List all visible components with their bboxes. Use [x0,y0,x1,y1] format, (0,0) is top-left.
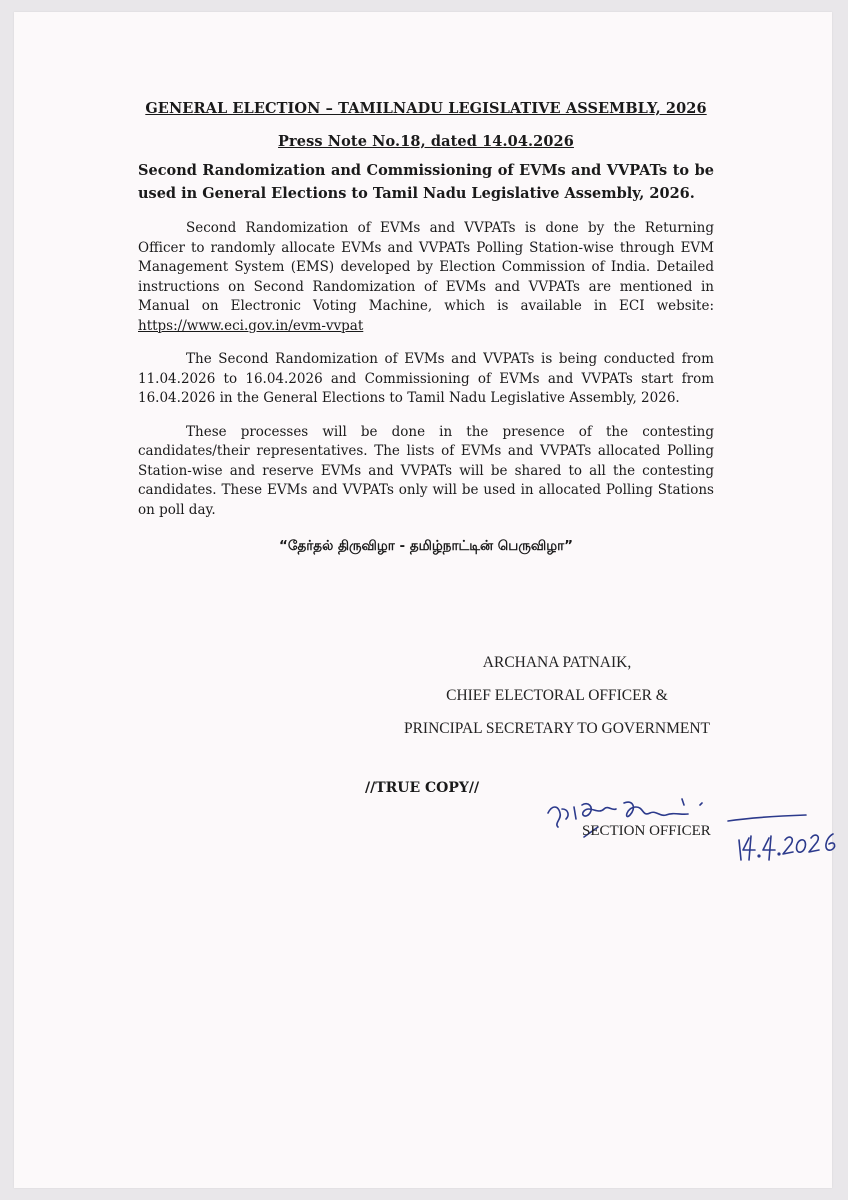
paragraph-1-text: Second Randomization of EVMs and VVPATs is done by the Returning Officer to randomly allocate EVMs and VVPATs Polling Station-wise through EVM Management System (EMS) developed by Election Commission of India. Detailed instructions on Second Randomization of EVMs and VVPATs are mentioned in Manual on Electronic Voting Machine, which is available in ECI website: [138,220,714,314]
document-heading: GENERAL ELECTION – TAMILNADU LEGISLATIVE ASSEMBLY, 2026 [145,100,707,117]
signatory-designation-2: PRINCIPAL SECRETARY TO GOVERNMENT [403,720,711,737]
paragraph-3: These processes will be done in the presence of the contesting candidates/their representatives. The lists of EVMs and VVPATs allocated Polling Station-wise and reserve EVMs and VVPATs will be shared to all the contesting candidates. These EVMs and VVPATs only will be used in allocated Polling Stations on poll day. [138,423,714,518]
svg-text:14.4.2026: 14.4.2026 [735,830,739,831]
eci-website-link[interactable]: https://www.eci.gov.in/evm-vvpat [138,317,364,334]
subject-line: Second Randomization and Commissioning of EVMs and VVPATs to be used in General Elections to Tamil Nadu Legislative Assembly, 2026. [138,162,714,202]
signatory-block [372,652,742,751]
true-copy-label: //TRUE COPY// [365,780,480,796]
tamil-motto: “தேர்தல் திருவிழா - தமிழ்நாட்டின் பெருவிழா” [278,538,573,554]
section-officer-label: SECTION OFFICER [582,823,711,839]
paragraph-2: The Second Randomization of EVMs and VVPATs is being conducted from 11.04.2026 to 16.04.2026 and Commissioning of EVMs and VVPATs start from 16.04.2026 in the General Elections to Tamil Nadu Legislative Assembly, 2026. [138,351,714,406]
press-note-number: Press Note No.18, dated 14.04.2026 [278,133,574,150]
signatory-designation-1: CHIEF ELECTORAL OFFICER & [446,687,668,704]
signatory-name: ARCHANA PATNAIK, [482,654,632,671]
paragraph-1 [138,219,714,336]
press-note-body [138,90,714,556]
handwritten-date [735,830,845,870]
